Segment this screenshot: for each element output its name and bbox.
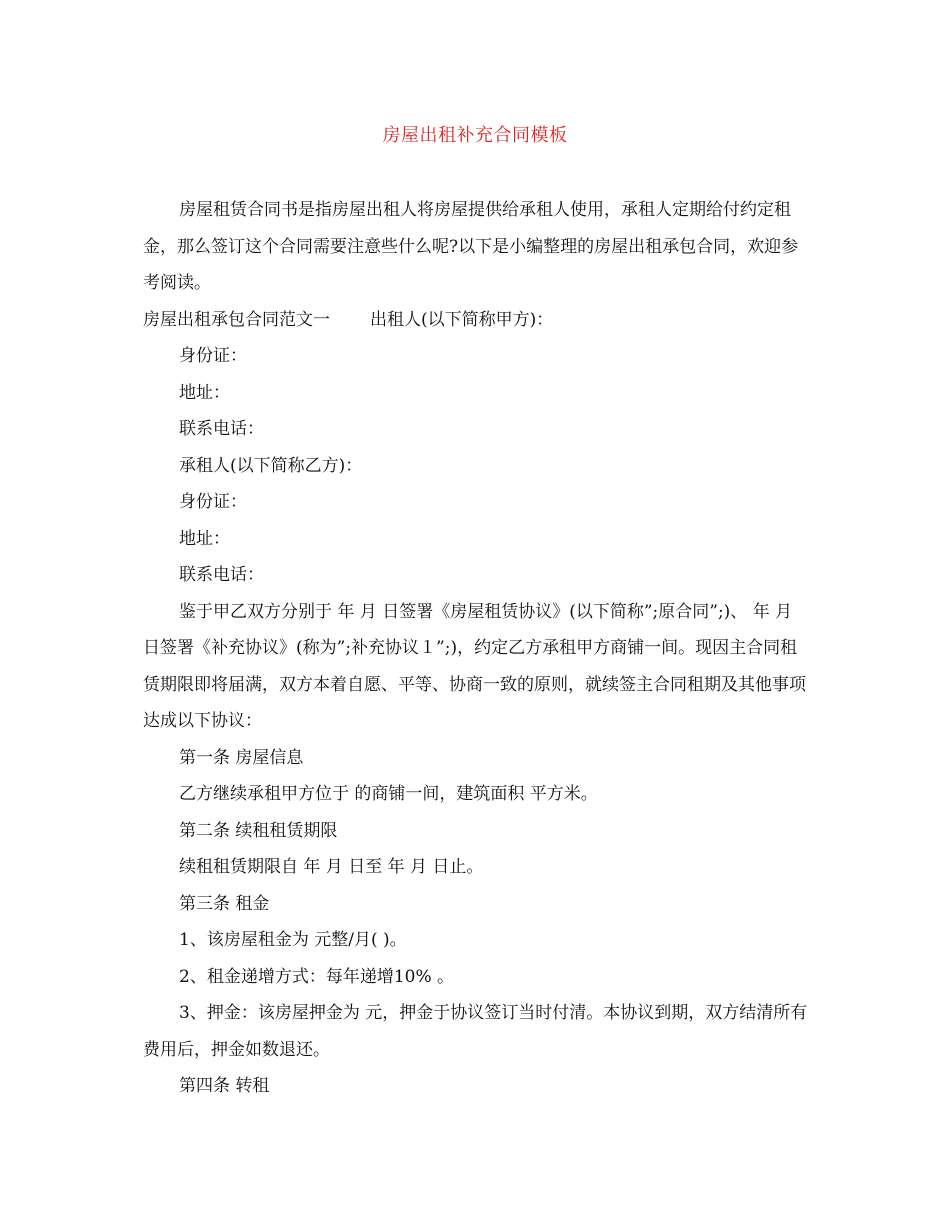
article-3-item-2: 2、租金递增方式：每年递增10% 。 xyxy=(179,966,455,987)
article-3-title: 第三条 租金 xyxy=(179,893,270,914)
lessee-id-line: 身份证： xyxy=(179,492,247,512)
preamble-paragraph: 鉴于甲乙双方分别于 年 月 日签署《房屋租赁协议》(以下简称”;原合同”;)、 年 月 日签署《补充协议》(称为”;补充协议１”;)，约定乙方承租甲方商铺一间。现因主合同租赁期限即将届满，双方本着自愿、平等、协商一致的原则，就续签主合同租期及其他事项达成以下协议： xyxy=(143,601,806,731)
lessor-id-line: 身份证： xyxy=(179,346,247,366)
lessee-address-line: 地址： xyxy=(179,528,230,549)
article-1-text: 乙方继续承租甲方位于 的商铺一间，建筑面积 平方米。 xyxy=(179,784,598,804)
lessor-address-line: 地址： xyxy=(179,382,230,403)
lessee-phone-line: 联系电话： xyxy=(179,565,264,585)
intro-paragraph: 房屋租赁合同书是指房屋出租人将房屋提供给承租人使用，承租人定期给付约定租金，那么签订这个合同需要注意些什么呢?以下是小编整理的房屋出租承包合同，欢迎参考阅读。 xyxy=(143,200,799,293)
lessor-phone-line: 联系电话： xyxy=(179,419,264,439)
article-1-title: 第一条 房屋信息 xyxy=(179,747,304,768)
article-2-title: 第二条 续租租赁期限 xyxy=(179,820,338,841)
sample-heading-line xyxy=(143,302,811,339)
lessee-label: 承租人(以下简称乙方)： xyxy=(179,455,363,476)
article-3-item-1: 1、该房屋租金为 元整/月( )。 xyxy=(179,930,407,950)
document-body xyxy=(143,192,811,1105)
lessor-label: 出租人(以下简称甲方)： xyxy=(370,309,554,330)
article-2-text: 续租租赁期限自 年 月 日至 年 月 日止。 xyxy=(179,857,484,877)
article-4-title: 第四条 转租 xyxy=(179,1076,270,1096)
document-title: 房屋出租补充合同模板 xyxy=(382,125,568,146)
article-3-item-3: 3、押金：该房屋押金为 元，押金于协议签订当时付清。本协议到期，双方结清所有费用后，押金如数退还。 xyxy=(143,1003,808,1060)
sample-heading: 房屋出租承包合同范文一 xyxy=(143,309,330,330)
